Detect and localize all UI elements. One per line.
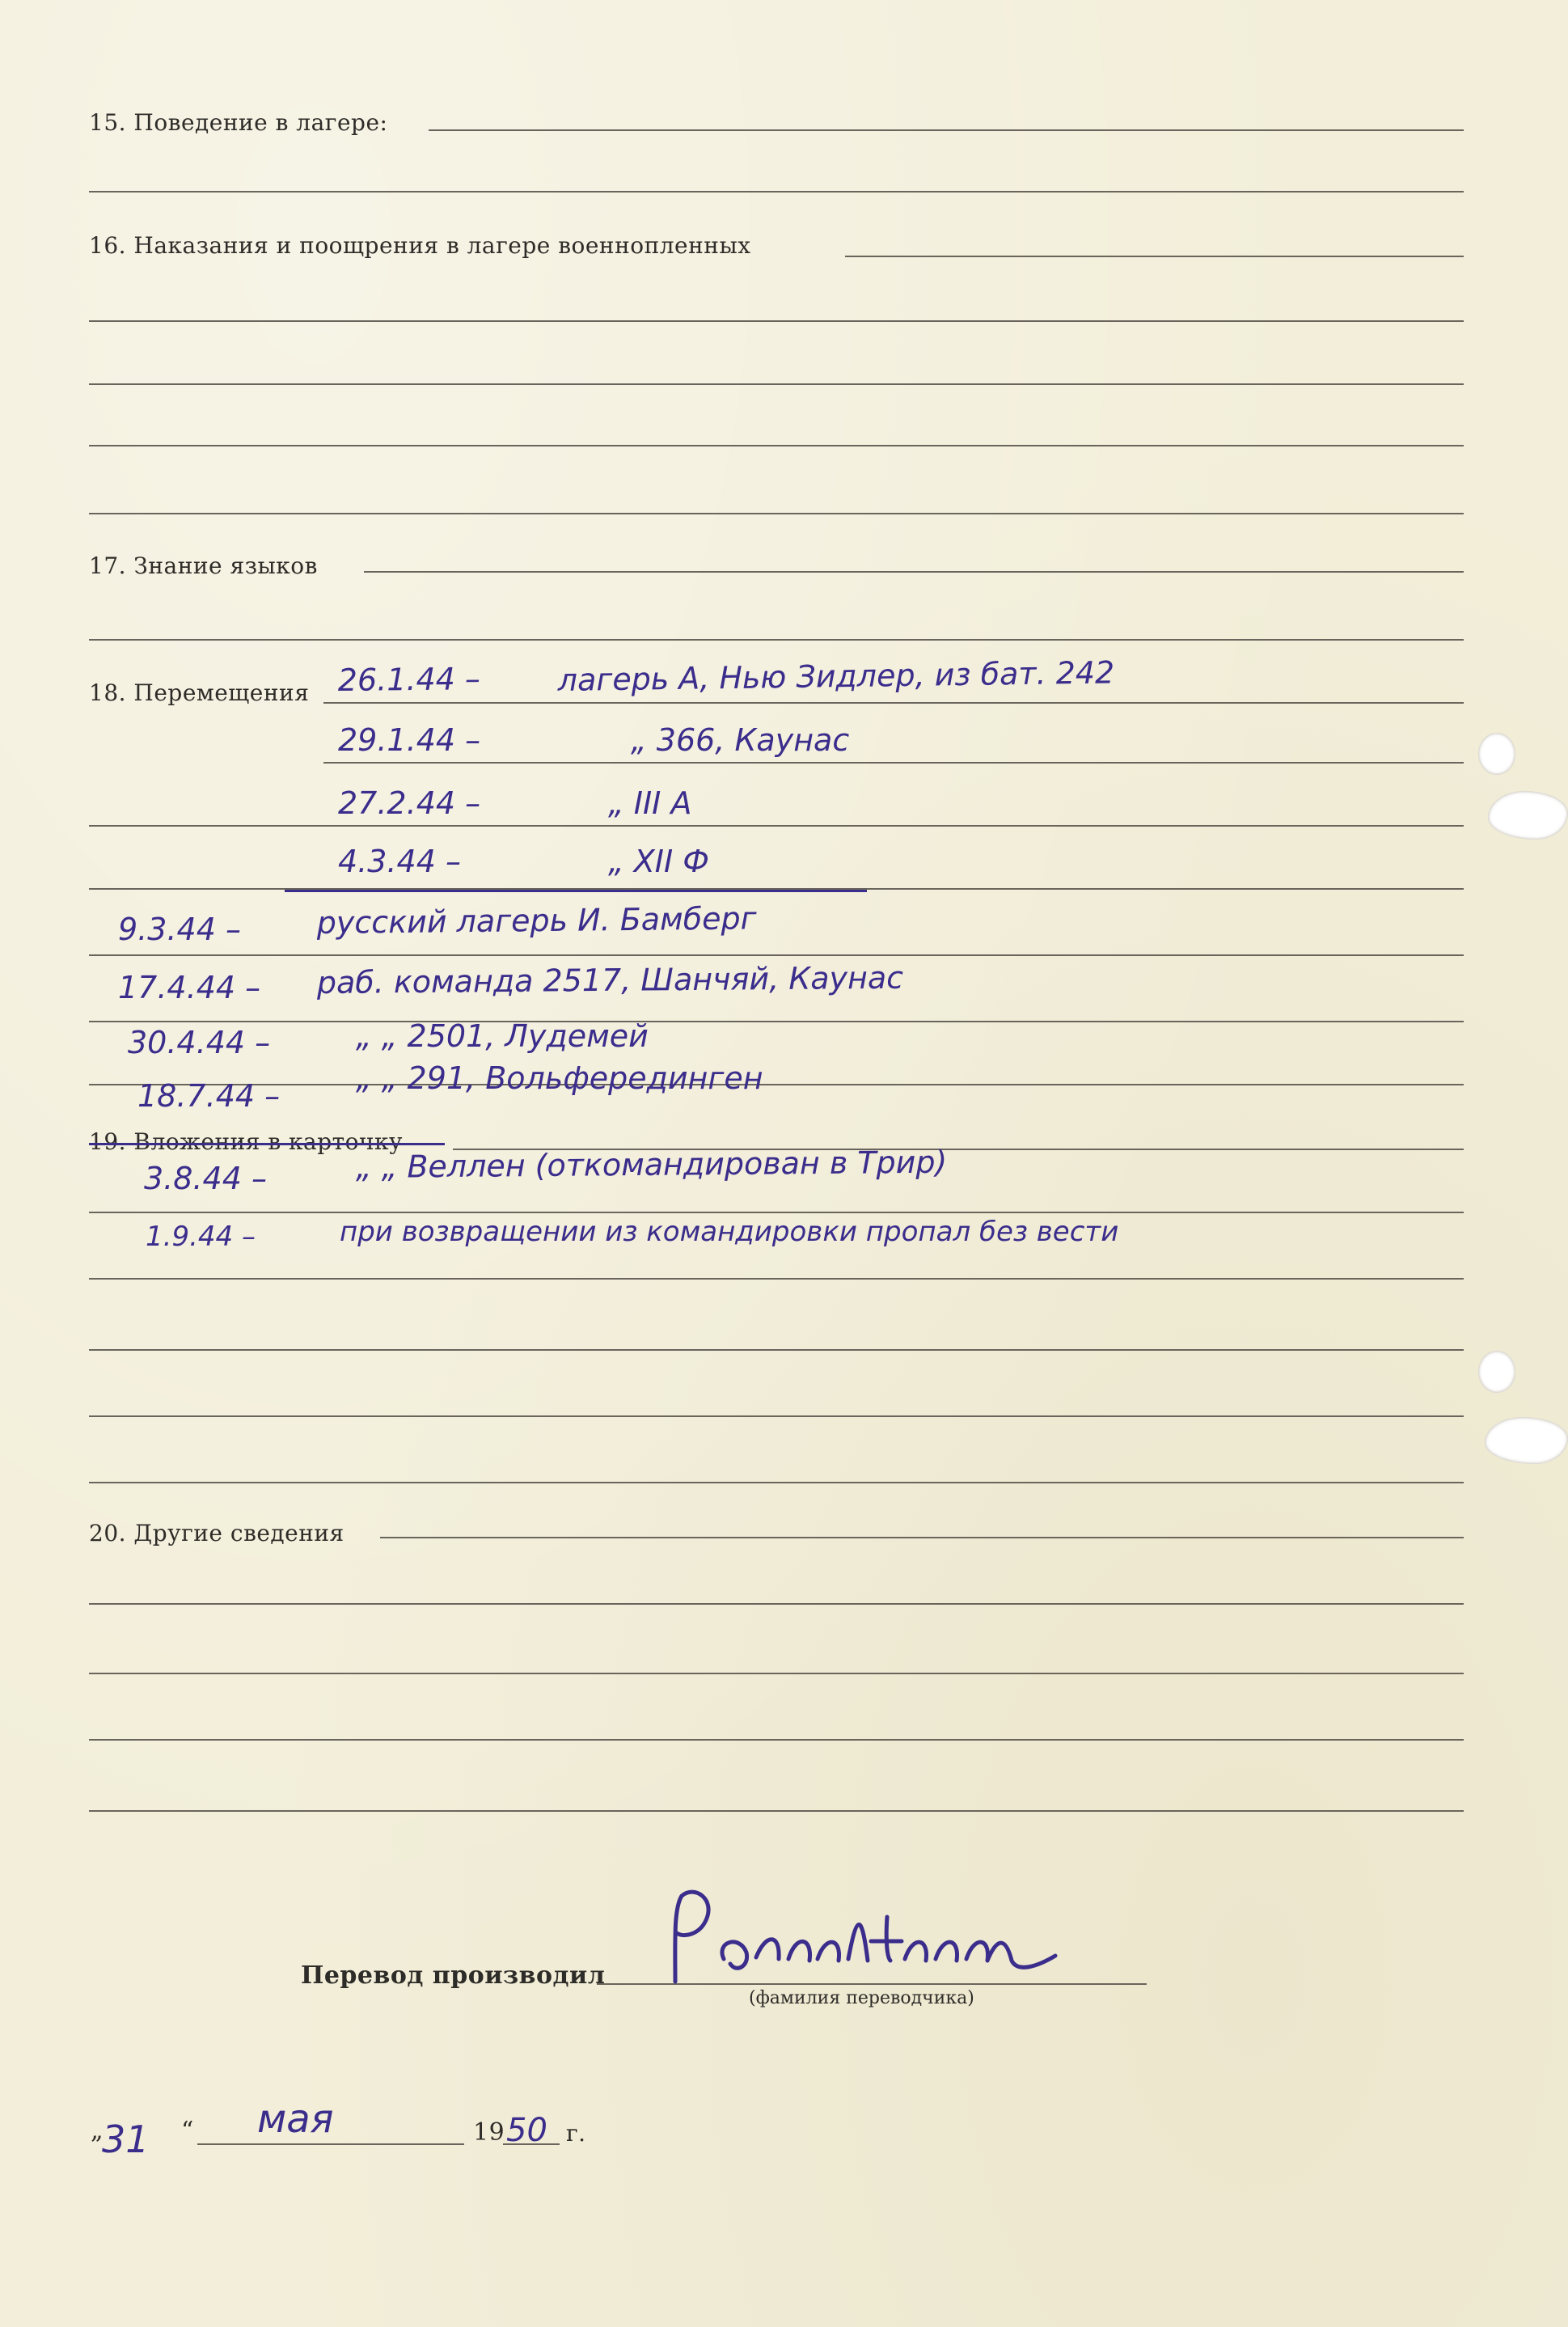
item-16-line-2 xyxy=(89,320,1464,322)
translator-caption: (фамилия переводчика) xyxy=(749,1988,974,2008)
binder-hole-top xyxy=(1478,733,1515,775)
item-18-line-6 xyxy=(89,1021,1464,1022)
movement-5-text: русский лагерь И. Бамберг xyxy=(316,900,757,941)
item-19-strikethrough xyxy=(89,1143,445,1145)
item-15-line-2 xyxy=(89,191,1464,193)
translator-label: Перевод производил xyxy=(301,1961,606,1990)
movement-1-date: 26.1.44 – xyxy=(337,661,481,698)
movement-10-date: 1.9.44 – xyxy=(146,1221,256,1253)
movement-7-date: 30.4.44 – xyxy=(128,1025,271,1060)
movement-2-date: 29.1.44 – xyxy=(338,722,481,758)
item-20-line-2 xyxy=(89,1603,1464,1605)
year-line xyxy=(503,2143,560,2145)
movement-9-date: 3.8.44 – xyxy=(144,1161,267,1196)
item-18-label: 18. Перемещения xyxy=(89,679,310,706)
item-16-label: 16. Наказания и поощрения в лагере военнопленных xyxy=(89,232,751,259)
movement-3-text: „ III A xyxy=(608,785,692,821)
item-16-line-4 xyxy=(89,445,1464,446)
item-20-label: 20. Другие сведения xyxy=(89,1520,344,1546)
movement-6-date: 17.4.44 – xyxy=(118,970,261,1005)
item-15-label: 15. Поведение в лагере: xyxy=(89,109,388,136)
item-20-line xyxy=(380,1537,1464,1538)
movement-4-date: 4.3.44 – xyxy=(338,844,461,879)
binder-hole-bottom xyxy=(1478,1351,1515,1393)
item-20-line-5 xyxy=(89,1810,1464,1812)
item-19-line-5 xyxy=(89,1415,1464,1417)
item-16-line-5 xyxy=(89,513,1464,514)
item-20-line-4 xyxy=(89,1739,1464,1741)
movement-1-text: лагерь А, Нью Зидлер, из бат. 242 xyxy=(557,654,1115,698)
item-19-label: 19. Вложения в карточку xyxy=(89,1128,403,1155)
movement-3-date: 27.2.44 – xyxy=(338,785,481,821)
movement-4-text: „ XII Ф xyxy=(608,844,710,879)
item-17-label: 17. Знание языков xyxy=(89,552,318,579)
movement-10-text: при возвращении из командировки пропал без вести xyxy=(340,1216,1119,1248)
item-18-line-5 xyxy=(89,954,1464,956)
item-17-line-2 xyxy=(89,639,1464,641)
binder-tear-bottom xyxy=(1485,1417,1568,1464)
date-day: 31 xyxy=(102,2118,150,2161)
year-prefix: 19 xyxy=(473,2118,505,2147)
movement-6-text: раб. команда 2517, Шанчяй, Каунас xyxy=(316,959,904,1001)
item-18-line-2 xyxy=(323,762,1464,764)
item-20-line-3 xyxy=(89,1673,1464,1674)
movement-underline xyxy=(285,890,867,892)
date-month: мая xyxy=(257,2096,334,2142)
item-19-line-3 xyxy=(89,1278,1464,1280)
item-18-line-1 xyxy=(323,702,1464,704)
item-18-line-7 xyxy=(89,1084,1464,1085)
binder-tear-top xyxy=(1488,791,1568,840)
movement-5-date: 9.3.44 – xyxy=(118,912,241,947)
item-18-line-3 xyxy=(89,825,1464,827)
date-open-quote: „ xyxy=(91,2117,104,2145)
item-19-line-4 xyxy=(89,1349,1464,1351)
movement-7-text: „ „ 2501, Лудемей xyxy=(356,1018,649,1054)
movement-2-text: „ 366, Каунас xyxy=(631,722,850,758)
item-15-line xyxy=(429,129,1464,131)
movement-8-date: 18.7.44 – xyxy=(137,1078,281,1114)
item-19-line-6 xyxy=(89,1482,1464,1483)
year-suffix: г. xyxy=(566,2120,586,2147)
item-19-line-2 xyxy=(89,1212,1464,1213)
date-year: 50 xyxy=(506,2112,547,2149)
item-16-line-3 xyxy=(89,383,1464,385)
movement-8-text: „ „ 291, Вольферединген xyxy=(356,1060,763,1096)
item-17-line xyxy=(364,571,1464,573)
translator-signature xyxy=(659,1885,1080,1990)
date-close-quote: “ xyxy=(181,2117,194,2145)
movement-9-text: „ „ Веллен (откомандирован в Трир) xyxy=(355,1144,948,1185)
item-16-line xyxy=(845,256,1464,257)
month-line xyxy=(197,2143,464,2145)
